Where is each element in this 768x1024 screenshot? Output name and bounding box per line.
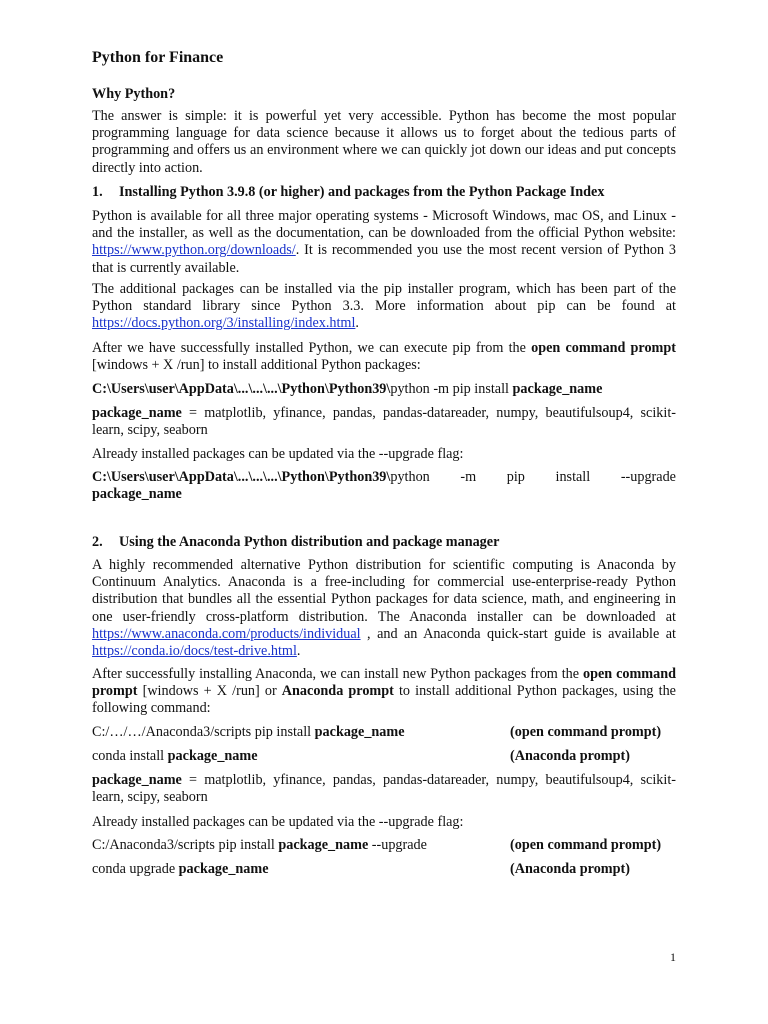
upgrade-flag: --upgrade — [368, 837, 427, 853]
package-name-label: package_name — [92, 405, 182, 421]
python-downloads-link[interactable]: https://www.python.org/downloads/ — [92, 242, 296, 259]
open-command-prompt-label: open command prompt — [531, 340, 676, 356]
section-2-title: Using the Anaconda Python distribution and package manager — [119, 534, 500, 550]
python-path: C:\Users\user\AppData\...\...\...\Python\Python39\ — [92, 381, 391, 397]
command-text: conda install — [92, 748, 168, 764]
package-list-text: = matplotlib, yfinance, pandas, pandas-datareader, numpy, beautifulsoup4, scikit-learn, scipy, seaborn — [92, 772, 676, 806]
text-run: A highly recommended alternative Python distribution for scientific computing is Anaconda by Continuum Analytics. Anaconda is a free-including for commercial use-enterprise-ready Python distribution that bundles all the essential Python packages for data science, math, and engineering in one user-friendly cross-platform distribution. The Anaconda installer can be downloaded at — [92, 557, 676, 625]
page-title: Python for Finance — [92, 49, 224, 66]
pip-upgrade-command-line — [92, 469, 676, 486]
text-run: [windows + X /run] or — [137, 683, 282, 700]
section-2-number: 2. — [92, 534, 103, 550]
conda-upgrade-row — [92, 861, 676, 878]
section-1-upgrade-note: Already installed packages can be updated via the --upgrade flag: — [92, 446, 464, 462]
section-1-paragraph-1 — [92, 208, 676, 277]
why-python-paragraph: The answer is simple: it is powerful yet very accessible. Python has become the most popular programming language for data science because it allows us to forget about the tedious parts of programming and offers us an environment where we can quickly jot down our ideas and put concepts directly into action. — [92, 108, 676, 176]
text-run: to install additional Python packages, using the following command: — [92, 683, 676, 717]
anaconda-download-link[interactable]: https://www.anaconda.com/products/individual — [92, 625, 361, 642]
section-2-upgrade-note: Already installed packages can be updated via the --upgrade flag: — [92, 814, 464, 830]
conda-test-drive-link[interactable]: https://conda.io/docs/test-drive.html — [92, 643, 297, 660]
section-2-package-list — [92, 772, 676, 806]
package-list-text: = matplotlib, yfinance, pandas, pandas-datareader, numpy, beautifulsoup4, scikit-learn, scipy, seaborn — [92, 405, 676, 439]
pip-install-row — [92, 724, 676, 741]
text-run: , and an Anaconda quick-start guide is available at — [360, 625, 676, 642]
open-command-prompt-label: open command prompt — [92, 666, 676, 700]
text-run: After we have successfully installed Python, we can execute pip from the — [92, 340, 532, 356]
text-run: After successfully installing Anaconda, we can install new Python packages from the — [92, 666, 583, 682]
anaconda-prompt-tag: (Anaconda prompt) — [510, 861, 630, 877]
text-run: . It is recommended you use the most recent version of Python 3 that is currently available. — [92, 242, 676, 276]
package-name-placeholder: package_name — [178, 861, 269, 877]
command-word: -m — [460, 469, 477, 485]
pip-upgrade-command — [92, 469, 676, 503]
text-run: . — [355, 315, 359, 332]
command-word: install — [555, 469, 591, 485]
package-name-placeholder: package_name — [92, 486, 182, 503]
command-word: pip — [506, 469, 525, 485]
text-run: [windows + X /run] to install additional Python packages: — [92, 357, 421, 374]
pip-install-command — [92, 381, 676, 398]
conda-install-row — [92, 748, 676, 765]
package-name-placeholder: package_name — [512, 381, 603, 397]
package-name-placeholder: package_name — [278, 837, 369, 853]
anaconda-prompt-label: Anaconda prompt — [281, 683, 394, 700]
section-2-paragraph-2 — [92, 666, 676, 718]
command-text: python -m pip install — [390, 381, 513, 397]
command-text: conda upgrade — [92, 861, 179, 877]
command-part — [92, 469, 430, 486]
text-run: . — [296, 643, 301, 660]
package-name-label: package_name — [92, 772, 182, 788]
section-1-paragraph-2 — [92, 281, 676, 333]
pip-upgrade-row — [92, 837, 676, 854]
section-2-heading — [92, 534, 676, 551]
open-command-prompt-tag: (open command prompt) — [510, 837, 662, 853]
text-run: The additional packages can be installed via the pip installer program, which has been part of the Python standard library since Python 3.3. More information about pip can be found at — [92, 281, 676, 315]
section-2-paragraph-1 — [92, 557, 676, 660]
anaconda-prompt-tag: (Anaconda prompt) — [510, 748, 630, 764]
text-run: Python is available for all three major operating systems - Microsoft Windows, mac OS, and Linux - and the installer, as well as the documentation, can be downloaded from the official Python website: — [92, 208, 676, 242]
section-1-heading — [92, 184, 676, 201]
pip-docs-link[interactable]: https://docs.python.org/3/installing/index.html — [92, 315, 356, 332]
command-word: --upgrade — [620, 469, 676, 485]
package-name-placeholder: package_name — [167, 748, 258, 764]
python-path: C:\Users\user\AppData\...\...\...\Python\Python39\ — [92, 469, 391, 485]
command-text: C:/Anaconda3/scripts pip install — [92, 837, 279, 853]
section-1-package-list — [92, 405, 676, 439]
command-text: C:/…/…/Anaconda3/scripts pip install — [92, 724, 315, 740]
open-command-prompt-tag: (open command prompt) — [510, 724, 662, 740]
section-1-paragraph-3 — [92, 340, 676, 374]
page-number: 1 — [670, 950, 676, 964]
command-word: python — [390, 469, 430, 485]
section-1-number: 1. — [92, 184, 103, 200]
why-python-heading: Why Python? — [92, 86, 176, 102]
package-name-placeholder: package_name — [314, 724, 405, 740]
section-1-title: Installing Python 3.9.8 (or higher) and packages from the Python Package Index — [119, 184, 605, 200]
